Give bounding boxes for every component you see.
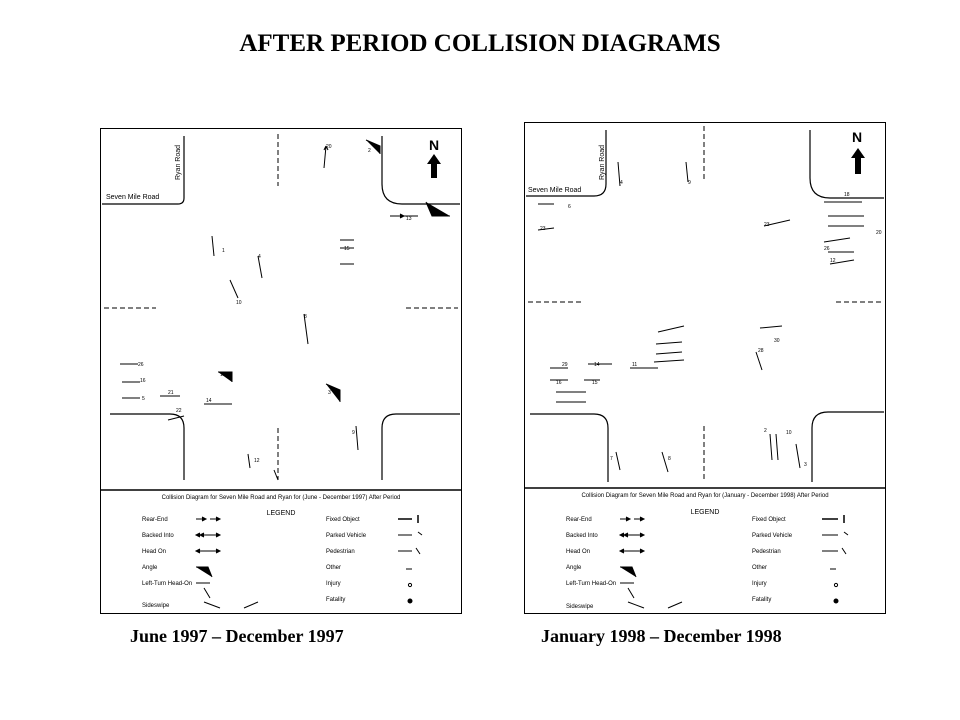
svg-text:9: 9: [352, 430, 355, 436]
svg-text:15: 15: [592, 380, 598, 386]
legend-injury: Injury: [752, 581, 767, 587]
page-title: AFTER PERIOD COLLISION DIAGRAMS: [239, 30, 721, 57]
collision-diagram-1998: [524, 122, 886, 614]
svg-text:20: 20: [326, 144, 332, 150]
legend-parked-vehicle: Parked Vehicle: [326, 533, 367, 539]
svg-text:N: N: [852, 129, 863, 145]
legend-angle: Angle: [566, 565, 582, 571]
caption-period-1998: January 1998 – December 1998: [541, 626, 782, 646]
svg-text:14: 14: [206, 398, 212, 404]
legend-sideswipe: Sideswipe: [566, 604, 594, 610]
legend-head-on: Head On: [142, 549, 167, 555]
legend-injury: Injury: [326, 581, 341, 587]
lane-lines: [528, 126, 882, 482]
legend-fatality: Fatality: [326, 597, 346, 603]
svg-text:2: 2: [764, 428, 767, 434]
svg-text:23: 23: [540, 226, 546, 232]
north-arrow-icon: [427, 137, 441, 178]
legend-fatality: Fatality: [752, 597, 772, 603]
collision-symbols: [120, 140, 450, 480]
legend-title: LEGEND: [266, 510, 296, 517]
legend-title: LEGEND: [690, 509, 720, 516]
svg-text:18: 18: [844, 192, 850, 198]
svg-text:9: 9: [688, 180, 691, 186]
svg-text:12: 12: [830, 258, 836, 264]
svg-text:23: 23: [764, 222, 770, 228]
legend-left-turn: Left-Turn Head-On: [566, 581, 617, 587]
legend-sideswipe: Sideswipe: [142, 603, 170, 609]
north-arrow-icon: [851, 129, 865, 174]
svg-text:16: 16: [556, 380, 562, 386]
svg-text:22: 22: [176, 408, 182, 414]
svg-text:29: 29: [562, 362, 568, 368]
svg-text:N: N: [429, 137, 440, 153]
legend-other: Other: [326, 565, 342, 571]
collision-numbers: [540, 180, 882, 468]
svg-text:16: 16: [140, 378, 146, 384]
legend-left-turn: Left-Turn Head-On: [142, 581, 193, 587]
legend-fixed-object: Fixed Object: [752, 517, 786, 523]
svg-text:26: 26: [824, 246, 830, 252]
svg-text:26: 26: [138, 362, 144, 368]
svg-text:10: 10: [236, 300, 242, 306]
legend-angle: Angle: [142, 565, 158, 571]
svg-text:21: 21: [168, 390, 174, 396]
svg-text:30: 30: [774, 338, 780, 344]
street-label-ryan: Ryan Road: [175, 144, 182, 180]
legend-parked-vehicle: Parked Vehicle: [752, 533, 793, 539]
svg-text:6: 6: [568, 204, 571, 210]
legend-rear-end: Rear-End: [142, 517, 168, 523]
legend-symbols: [196, 515, 422, 608]
svg-text:8: 8: [668, 456, 671, 462]
svg-text:5: 5: [142, 396, 145, 402]
legend-other: Other: [752, 565, 768, 571]
legend-pedestrian: Pedestrian: [326, 549, 355, 555]
legend-rear-end: Rear-End: [566, 517, 592, 523]
svg-text:15: 15: [344, 246, 350, 252]
svg-text:10: 10: [786, 430, 792, 436]
legend-pedestrian: Pedestrian: [752, 549, 781, 555]
legend-backed-into: Backed Into: [566, 533, 598, 539]
svg-text:12: 12: [254, 458, 260, 464]
svg-text:4: 4: [620, 180, 623, 186]
svg-text:3: 3: [328, 390, 331, 396]
diagram-frame: [101, 129, 462, 614]
svg-text:11: 11: [632, 362, 638, 368]
svg-text:4: 4: [258, 254, 261, 260]
svg-text:20: 20: [876, 230, 882, 236]
road-edges: [526, 130, 884, 482]
svg-text:2: 2: [368, 148, 371, 154]
legend-caption: Collision Diagram for Seven Mile Road and Ryan for (January - December 1998) After Period: [581, 493, 829, 499]
svg-text:8: 8: [304, 314, 307, 320]
street-label-seven-mile: Seven Mile Road: [528, 187, 582, 194]
street-label-ryan: Ryan Road: [599, 144, 606, 180]
svg-text:13: 13: [406, 216, 412, 222]
caption-period-1997: June 1997 – December 1997: [130, 626, 344, 646]
legend-head-on: Head On: [566, 549, 591, 555]
legend-symbols: [620, 515, 848, 608]
svg-text:18: 18: [220, 372, 226, 378]
collision-symbols: [538, 162, 864, 472]
lane-lines: [104, 134, 458, 480]
svg-text:1: 1: [222, 248, 225, 254]
legend-backed-into: Backed Into: [142, 533, 174, 539]
legend-caption: Collision Diagram for Seven Mile Road and Ryan for (June - December 1997) After Period: [161, 495, 401, 501]
svg-text:14: 14: [594, 362, 600, 368]
svg-text:28: 28: [758, 348, 764, 354]
collision-diagram-1997: [100, 128, 462, 614]
legend-fixed-object: Fixed Object: [326, 517, 360, 523]
svg-text:3: 3: [804, 462, 807, 468]
svg-text:7: 7: [610, 456, 613, 462]
street-label-seven-mile: Seven Mile Road: [106, 194, 160, 201]
